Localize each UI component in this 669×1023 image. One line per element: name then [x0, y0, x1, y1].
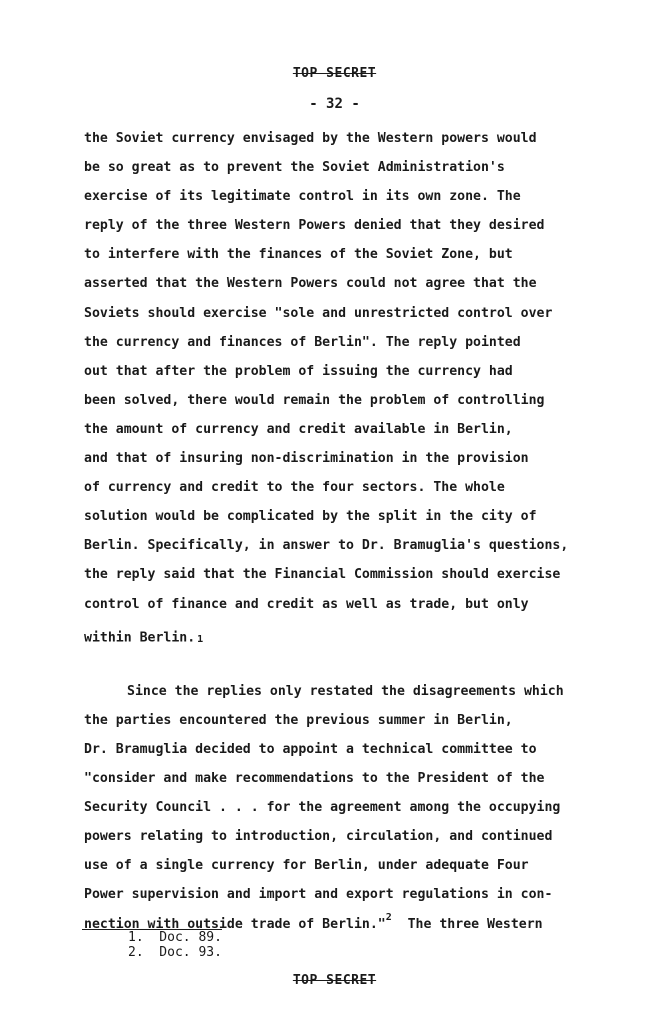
text-line: Since the replies only restated the disagreements which	[127, 683, 564, 699]
text-line: the parties encountered the previous summer in Berlin,	[84, 712, 513, 728]
text-line: the Soviet currency envisaged by the Western powers would	[84, 131, 537, 146]
text-line: been solved, there would remain the problem of controlling	[84, 392, 545, 408]
text-line: out that after the problem of issuing the currency had	[84, 363, 513, 379]
page-number: - 32 -	[309, 96, 360, 112]
text-line: and that of insuring non-discrimination in the provision	[84, 451, 529, 467]
footnote-item: 1. Doc. 89.	[128, 930, 222, 945]
footnote-ref-2: 2	[385, 911, 392, 923]
classification-label: TOP SECRET	[292, 66, 377, 81]
text-line: use of a single currency for Berlin, under adequate Four	[84, 858, 529, 874]
text-segment: nection with outside trade of Berlin."	[84, 916, 386, 932]
text-line: solution would be complicated by the split in the city of	[84, 509, 537, 525]
text-line: Dr. Bramuglia decided to appoint a technical committee to	[84, 741, 537, 757]
text-line: the currency and finances of Berlin". The reply pointed	[84, 334, 521, 350]
text-line: asserted that the Western Powers could not agree that the	[84, 276, 537, 292]
text-line: Berlin. Specifically, in answer to Dr. Bramuglia's questions,	[84, 538, 569, 554]
text-line: to interfere with the finances of the Soviet Zone, but	[84, 247, 513, 263]
text-line: Soviets should exercise "sole and unrestricted control over	[84, 305, 553, 321]
text-line: control of finance and credit as well as trade, but only	[84, 596, 529, 612]
text-line: exercise of its legitimate control in its own zone. The	[84, 189, 521, 205]
paragraph-break	[84, 648, 654, 677]
text-line	[84, 619, 654, 648]
text-line: the reply said that the Financial Commission should exercise	[84, 567, 561, 583]
text-line: powers relating to introduction, circulation, and continued	[84, 829, 553, 845]
footnote-ref-1: 1	[197, 633, 204, 645]
classification-label: TOP SECRET	[292, 973, 377, 988]
text-segment: within Berlin.	[84, 629, 196, 645]
text-segment: The three Western	[391, 916, 543, 932]
text-line: Power supervision and import and export regulations in con-	[84, 887, 553, 903]
classification-footer	[0, 973, 669, 988]
body-text	[84, 124, 654, 939]
text-line: Security Council . . . for the agreement among the occupying	[84, 800, 561, 816]
text-line: the amount of currency and credit available in Berlin,	[84, 421, 513, 437]
text-line: "consider and make recommendations to the President of the	[84, 771, 545, 787]
text-line: of currency and credit to the four sectors. The whole	[84, 480, 505, 496]
text-line: be so great as to prevent the Soviet Administration's	[84, 160, 505, 176]
footnotes	[128, 930, 222, 960]
classification-header	[0, 66, 669, 81]
footnote-item: 2. Doc. 93.	[128, 945, 222, 960]
text-line: reply of the three Western Powers denied that they desired	[84, 218, 545, 234]
